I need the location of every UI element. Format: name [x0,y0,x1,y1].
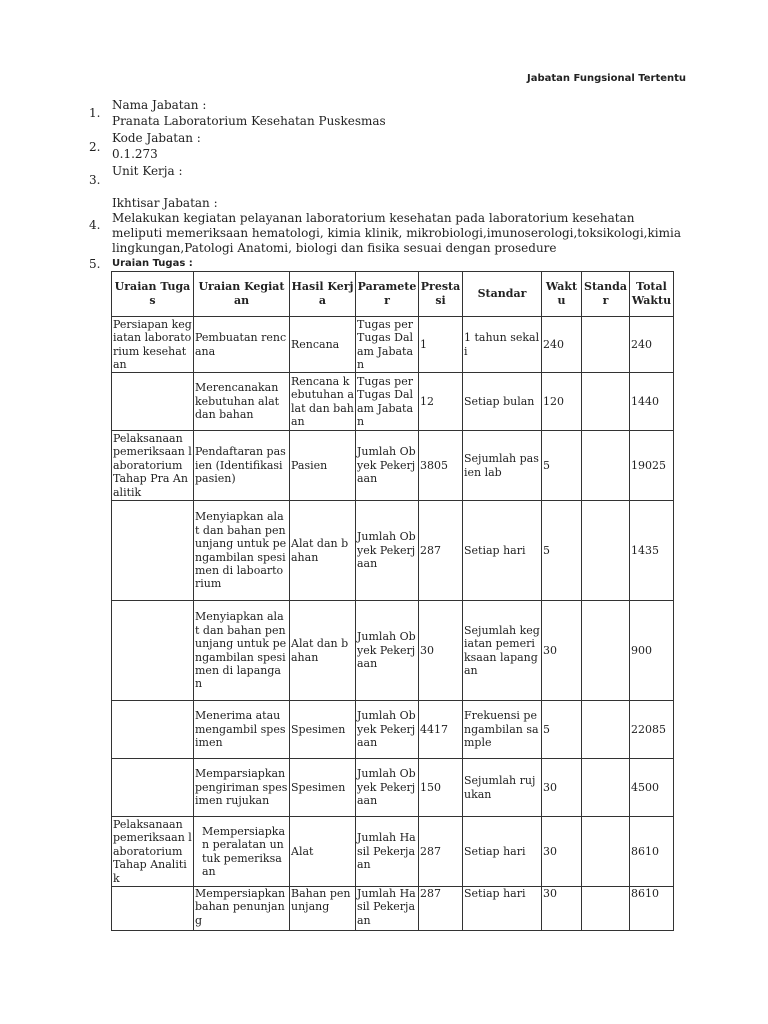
cell-waktu: 240 [542,317,582,373]
cell-total-waktu: 1440 [630,373,674,431]
uraian-tugas-table [111,271,674,931]
cell-uraian-tugas: Persiapan kegiatan laboratorium kesehatan [113,317,192,371]
cell-hasil-kerja: Bahan penunjang [290,887,356,931]
cell-parameter: Tugas per Tugas Dalam Jabatan [356,317,419,373]
cell-parameter: Jumlah Hasil Pekerjaan [356,817,419,887]
cell-standar: Setiap bulan [463,373,542,431]
item-number-3: 3. [89,173,101,187]
cell-standar-2 [582,373,630,431]
cell-waktu: 30 [542,601,582,701]
cell-parameter: Jumlah Obyek Pekerjaan [356,759,419,817]
cell-standar: 1 tahun sekali [463,317,542,373]
cell-standar: Sejumlah kegiatan pemeriksaan lapangan [463,601,542,701]
cell-hasil-kerja: Alat [290,817,356,887]
cell-prestasi: 287 [419,887,463,931]
cell-waktu: 120 [542,373,582,431]
cell-waktu: 5 [542,501,582,601]
cell-parameter: Jumlah Obyek Pekerjaan [356,431,419,501]
header-uraian-kegiatan: Uraian Kegiatan [194,272,290,317]
item-number-5: 5. [89,257,101,271]
cell-total-waktu: 22085 [630,701,674,759]
cell-uraian-kegiatan: Menyiapkan alat dan bahan penunjang untuk pengambilan spesimen di laboartorium [194,501,290,601]
header-waktu: Waktu [542,272,582,317]
cell-uraian-kegiatan: Memparsiapkan pengiriman spesimen rujukan [194,759,290,817]
cell-parameter: Jumlah Obyek Pekerjaan [356,701,419,759]
header-hasil-kerja: Hasil Kerja [290,272,356,317]
item-value-nama-jabatan: Pranata Laboratorium Kesehatan Puskesmas [112,114,386,128]
cell-hasil-kerja: Alat dan bahan [290,501,356,601]
cell-hasil-kerja: Spesimen [290,701,356,759]
header-prestasi: Prestasi [419,272,463,317]
table-row [112,701,674,759]
item-label-ikhtisar-jabatan: Ikhtisar Jabatan : [112,196,218,210]
cell-uraian-tugas [112,601,194,701]
cell-standar-2 [582,701,630,759]
item-label-unit-kerja: Unit Kerja : [112,164,183,178]
cell-standar-2 [582,759,630,817]
cell-standar-2 [582,501,630,601]
item-number-1: 1. [89,106,101,120]
cell-hasil-kerja: Alat dan bahan [290,601,356,701]
cell-total-waktu: 4500 [630,759,674,817]
cell-total-waktu: 8610 [630,887,674,931]
cell-standar: Setiap hari [463,817,542,887]
item-number-2: 2. [89,140,101,154]
cell-prestasi: 3805 [419,431,463,501]
cell-parameter: Jumlah Obyek Pekerjaan [356,501,419,601]
cell-uraian-kegiatan: Menerima atau mengambil spesimen [194,701,290,759]
cell-uraian-kegiatan: Mempersiapkan peralatan untuk pemeriksaan [194,817,290,887]
cell-parameter: Jumlah Hasil Pekerjaan [356,887,419,931]
item-value-kode-jabatan: 0.1.273 [112,147,158,161]
cell-total-waktu: 1435 [630,501,674,601]
cell-standar-2 [582,817,630,887]
cell-total-waktu: 240 [630,317,674,373]
item-label-nama-jabatan: Nama Jabatan : [112,98,207,112]
cell-prestasi: 150 [419,759,463,817]
cell-total-waktu: 8610 [630,817,674,887]
cell-uraian-tugas: Pelaksanaan pemeriksaan laboratorium Tahap Analitik [113,817,192,885]
cell-uraian-kegiatan: Menyiapkan alat dan bahan penunjang untuk pengambilan spesimen di lapangan [194,601,290,701]
cell-standar: Frekuensi pengambilan sample [463,701,542,759]
cell-prestasi: 4417 [419,701,463,759]
table-row [112,887,674,931]
cell-prestasi: 30 [419,601,463,701]
header-parameter: Parameter [356,272,419,317]
cell-standar-2 [582,887,630,931]
cell-uraian-tugas [112,373,194,431]
cell-hasil-kerja: Spesimen [290,759,356,817]
cell-waktu: 30 [542,887,582,931]
cell-total-waktu: 900 [630,601,674,701]
cell-uraian-kegiatan: Pendaftaran pasien (Identifikasi pasien) [194,431,290,501]
item-label-uraian-tugas: Uraian Tugas : [112,258,193,269]
item-label-kode-jabatan: Kode Jabatan : [112,131,201,145]
document-header: Jabatan Fungsional Tertentu [527,73,687,84]
cell-prestasi: 287 [419,501,463,601]
table-row [112,431,674,501]
cell-waktu: 30 [542,759,582,817]
cell-hasil-kerja: Rencana [290,317,356,373]
header-standar: Standar [463,272,542,317]
header-total-waktu: Total Waktu [630,272,674,317]
header-uraian-tugas: Uraian Tugas [112,272,194,317]
cell-hasil-kerja: Rencana kebutuhan alat dan bahan [290,373,356,431]
cell-waktu: 5 [542,701,582,759]
table-row [112,317,674,373]
cell-uraian-tugas [112,501,194,601]
cell-prestasi: 12 [419,373,463,431]
cell-standar: Setiap hari [463,887,542,931]
cell-waktu: 30 [542,817,582,887]
cell-uraian-kegiatan: Merencanakan kebutuhan alat dan bahan [194,373,290,431]
cell-standar: Setiap hari [463,501,542,601]
cell-uraian-tugas [112,701,194,759]
table-row [112,817,674,887]
cell-parameter: Jumlah Obyek Pekerjaan [356,601,419,701]
cell-uraian-tugas [112,887,194,931]
item-number-4: 4. [89,218,101,232]
cell-waktu: 5 [542,431,582,501]
cell-standar-2 [582,317,630,373]
table-row [112,501,674,601]
cell-uraian-kegiatan: Pembuatan rencana [194,317,290,373]
table-header-row [112,272,674,317]
cell-standar: Sejumlah rujukan [463,759,542,817]
cell-parameter: Tugas per Tugas Dalam Jabatan [356,373,419,431]
table-row [112,373,674,431]
header-standar-2: Standar [582,272,630,317]
cell-standar-2 [582,601,630,701]
cell-total-waktu: 19025 [630,431,674,501]
table-row [112,759,674,817]
cell-prestasi: 287 [419,817,463,887]
cell-uraian-kegiatan: Mempersiapkan bahan penunjang [194,887,290,931]
cell-uraian-tugas [112,759,194,817]
cell-uraian-tugas: Pelaksanaan pemeriksaan laboratorium Tahap Pra Analitik [113,431,192,499]
cell-hasil-kerja: Pasien [290,431,356,501]
cell-prestasi: 1 [419,317,463,373]
cell-standar-2 [582,431,630,501]
table-row [112,601,674,701]
cell-standar: Sejumlah pasien lab [463,431,542,501]
item-value-ikhtisar-jabatan: Melakukan kegiatan pelayanan laboratorium kesehatan pada laboratorium kesehatan meliputi memeriksaan hematologi, kimia klinik, mikrobiologi,imunoserologi,toksikologi,kimia lingkungan,Patologi Anatomi, biologi dan fisika sesuai dengan prosedure [112,211,681,255]
